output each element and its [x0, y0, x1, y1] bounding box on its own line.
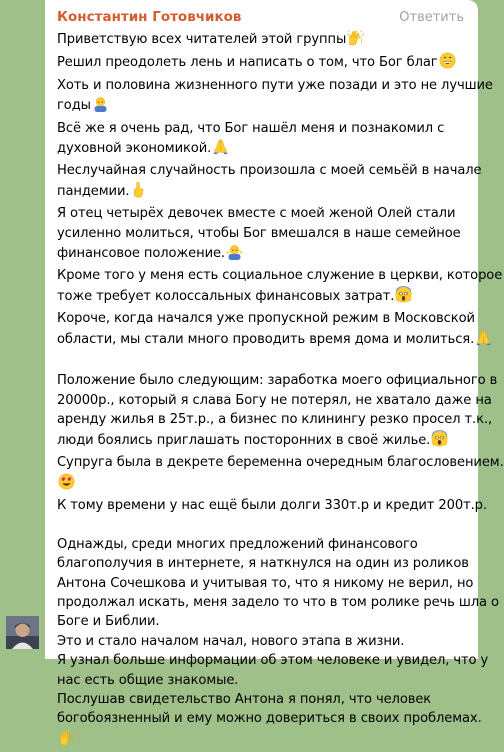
message-line-text: аренду жилья в 25т.р., а бизнес по клинингу резко просел т.к., — [57, 412, 493, 428]
message-line — [57, 286, 466, 309]
blank-line — [57, 352, 466, 371]
message-line-text: Решил преодолеть лень и написать о том, что Бог благ — [57, 55, 438, 71]
raised-hands-icon — [347, 29, 364, 52]
message-line-text: Кроме того у меня есть социальное служение в церкви, которое — [57, 268, 503, 284]
message-line — [57, 729, 466, 752]
message-line — [57, 671, 466, 690]
message-line-text: Всё же я очень рад, что Бог нашёл меня и познакомил с — [57, 120, 445, 136]
message-line-text: пандемии. — [57, 183, 130, 199]
heart-eyes-icon — [58, 473, 75, 496]
message-line — [57, 95, 466, 118]
message-line — [57, 632, 466, 651]
message-bubble — [45, 0, 504, 727]
message-line-text: Короче, когда начался уже пропускной режим в Московской — [57, 311, 475, 327]
screaming-face-icon — [431, 430, 448, 453]
man-gesturing-icon — [92, 95, 109, 118]
message-line-text: люди боялись приглашать посторонних в своё жилье. — [57, 432, 431, 448]
message-line — [57, 329, 475, 352]
message-line — [57, 52, 466, 75]
blank-line — [57, 515, 466, 534]
message-line-text: духовной экономикой. — [57, 141, 212, 157]
message-line-text: Антона Сочешкова и учитывая то, что я никому не верил, но — [57, 575, 474, 591]
message-line-text: Приветствую всех читателей этой группы — [57, 32, 347, 47]
message-line — [57, 430, 466, 453]
man-shrugging-icon — [226, 243, 243, 266]
folded-hands-icon — [212, 138, 229, 161]
message-line-text: тоже требует колоссальных финансовых затрат. — [57, 288, 395, 304]
message-line-text: 20000р., который я слава Богу не потерял, не хватало даже на — [57, 392, 492, 408]
message-line-text: нас есть общие знакомые. — [57, 672, 239, 688]
avatar-photo-icon — [6, 616, 39, 649]
message-line-text: области, мы стали много проводить время дома и молиться. — [57, 331, 475, 347]
message-line-text: Это и стало началом начал, нового этапа в жизни. — [57, 633, 405, 649]
message-line — [57, 138, 466, 161]
message-line — [57, 709, 482, 728]
message-line — [57, 554, 469, 573]
message-line — [57, 453, 504, 472]
grinning-face-icon — [439, 52, 456, 75]
pointing-up-icon — [130, 181, 147, 204]
message-line — [57, 410, 493, 429]
reply-button[interactable]: Ответить — [399, 10, 464, 25]
message-line-text: Послушав свидетельство Антона я понял, что человек — [57, 691, 432, 707]
message-line — [57, 391, 492, 410]
message-line — [57, 651, 489, 670]
message-line-text: благополучия в интернете, я наткнулся на один из роликов — [57, 556, 469, 572]
message-line-text: К тому времени у нас ещё были долги 330т.р и кредит 200т.р. — [57, 497, 487, 513]
message-line — [57, 309, 475, 328]
message-line-text: продолжал искать, меня задело то что в том ролике речь шла о — [57, 594, 499, 610]
message-line — [57, 181, 466, 204]
message-line — [57, 204, 466, 223]
message-line — [57, 496, 487, 515]
message-line — [57, 224, 466, 243]
message-line-text: Супруга была в декрете беременна очередным благословением. — [57, 455, 504, 471]
message-line-text: годы — [57, 98, 91, 114]
message-line — [57, 29, 466, 52]
message-line-text: финансовое положение. — [57, 246, 225, 262]
author-name[interactable]: Константин Готовчиков — [57, 9, 242, 25]
message-line-text: Положение было следующим: заработка моего официального в — [57, 373, 498, 389]
message-line — [57, 161, 482, 180]
message-line-text: богобоязненный и ему можно довериться в своих проблемах. — [57, 711, 482, 727]
message-line — [57, 473, 466, 496]
message-line — [57, 119, 466, 138]
message-line — [57, 243, 466, 266]
avatar[interactable] — [6, 616, 39, 649]
message-line-text: Я отец четырёх девочек вместе с моей женой Олей стали — [57, 206, 456, 222]
message-line-text: усиленно молиться, чтобы Бог вмешался в наше семейное — [57, 225, 461, 241]
message-header — [57, 9, 466, 29]
message-line — [57, 535, 466, 554]
message-line — [57, 266, 503, 285]
message-line-text: Неслучайная случайность произошла с моей семьёй в начале — [57, 163, 482, 179]
message-line-text: Однажды, среди многих предложений финансового — [57, 536, 418, 552]
message-line — [57, 690, 466, 709]
message-line — [57, 612, 466, 631]
message-line — [57, 574, 474, 593]
message-line — [57, 593, 499, 612]
message-line-text: Я узнал больше информации об этом человеке и увидел, что у — [57, 653, 489, 669]
message-line — [57, 371, 498, 390]
message-line — [57, 76, 493, 95]
message-text — [57, 29, 504, 752]
screaming-face-icon — [395, 286, 412, 309]
message-line-text: Хоть и половина жизненного пути уже позади и это не лучшие — [57, 77, 493, 93]
message-line-text: Боге и Библии. — [57, 614, 160, 630]
raised-hands-icon — [58, 729, 75, 752]
folded-hands-icon — [475, 329, 492, 352]
